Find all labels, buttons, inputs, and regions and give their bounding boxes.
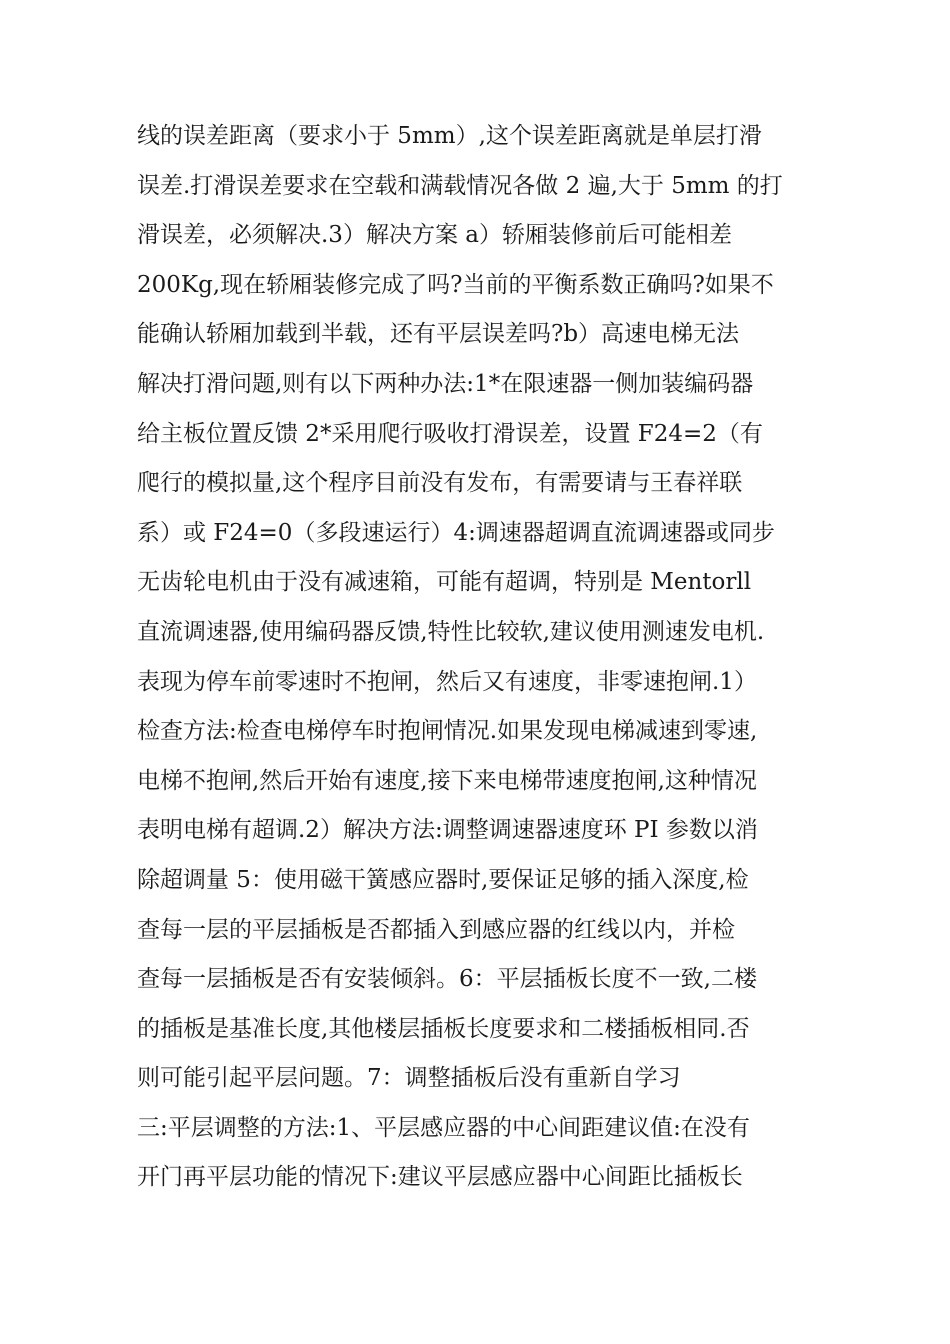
text-line: 爬行的模拟量,这个程序目前没有发布，有需要请与王春祥联 — [137, 470, 743, 497]
text-line: 误差.打滑误差要求在空载和满载情况各做 2 遍,大于 5mm 的打 — [137, 172, 783, 199]
text-line: 解决打滑问题,则有以下两种办法:1*在限速器一侧加装编码器 — [137, 370, 754, 397]
body-text — [137, 112, 837, 1203]
text-line: 开门再平层功能的情况下:建议平层感应器中心间距比插板长 — [137, 1164, 743, 1191]
text-line: 三:平层调整的方法:1、平层感应器的中心间距建议值:在没有 — [137, 1114, 750, 1141]
text-line: 滑误差，必须解决.3）解决方案 a）轿厢装修前后可能相差 — [137, 222, 732, 249]
text-line: 200Kg,现在轿厢装修完成了吗?当前的平衡系数正确吗?如果不 — [137, 271, 774, 298]
text-line: 查每一层插板是否有安装倾斜。6：平层插板长度不一致,二楼 — [137, 966, 757, 993]
text-line: 电梯不抱闸,然后开始有速度,接下来电梯带速度抱闸,这种情况 — [137, 767, 757, 794]
text-line: 给主板位置反馈 2*采用爬行吸收打滑误差，设置 F24=2（有 — [137, 420, 763, 447]
text-line: 无齿轮电机由于没有减速箱，可能有超调，特别是 Mentorll — [137, 569, 752, 596]
text-line: 则可能引起平层问题。7：调整插板后没有重新自学习 — [137, 1065, 681, 1092]
text-line: 表现为停车前零速时不抱闸，然后又有速度，非零速抱闸.1） — [137, 668, 757, 695]
text-line: 检查方法:检查电梯停车时抱闸情况.如果发现电梯减速到零速, — [137, 718, 758, 745]
text-line: 线的误差距离（要求小于 5mm）,这个误差距离就是单层打滑 — [137, 123, 762, 149]
text-line: 查每一层的平层插板是否都插入到感应器的红线以内，并检 — [137, 916, 735, 943]
text-line: 的插板是基准长度,其他楼层插板长度要求和二楼插板相同.否 — [137, 1015, 750, 1042]
text-line: 系）或 F24=0（多段速运行）4:调速器超调直流调速器或同步 — [137, 519, 775, 546]
text-line: 表明电梯有超调.2）解决方法:调整调速器速度环 PI 参数以消 — [137, 817, 758, 844]
text-line: 直流调速器,使用编码器反馈,特性比较软,建议使用测速发电机. — [137, 618, 765, 645]
text-line: 除超调量 5：使用磁干簧感应器时,要保证足够的插入深度,检 — [137, 866, 749, 893]
text-line: 能确认轿厢加载到半载，还有平层误差吗?b）高速电梯无法 — [137, 321, 740, 348]
